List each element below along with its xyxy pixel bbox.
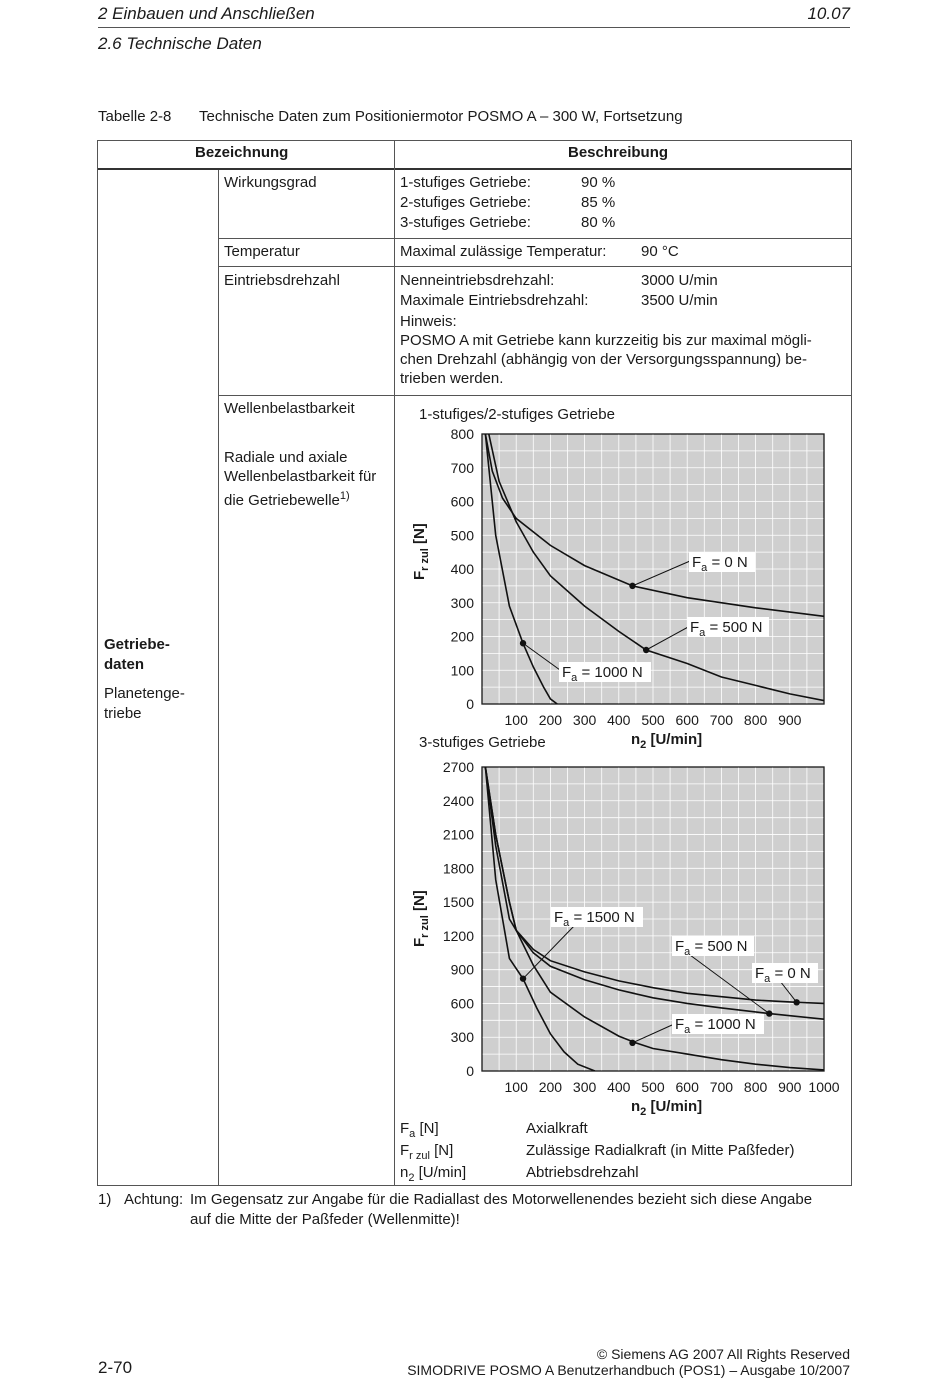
chart2-y-tick-label: 1200 — [442, 927, 474, 944]
chart2-x-tick-label: 800 — [743, 1079, 768, 1095]
eintrieb-note-title: Hinweis: — [400, 313, 457, 330]
chart1-x-tick-label: 800 — [743, 712, 768, 728]
row-label-wellenbelastbarkeit: Wellenbelastbarkeit — [224, 400, 355, 417]
table-caption-number: Tabelle 2-8 — [98, 108, 172, 125]
chart2-series-label: $F_a = 1500$ N — [554, 909, 635, 929]
welle-sub-text: die Getriebewelle — [224, 492, 340, 509]
column-divider — [394, 140, 395, 1186]
chart2-y-tick-label: 2100 — [442, 826, 474, 843]
group-title-line2: daten — [104, 656, 145, 673]
row-divider-1 — [218, 238, 852, 239]
table-header-rule — [97, 168, 852, 170]
group-divider — [218, 170, 219, 1186]
chart1-x-tick-label: 300 — [572, 712, 597, 728]
chart1-series-label: $F_a = 1000$ N — [562, 664, 643, 684]
chart2-svg — [400, 755, 850, 1117]
col-header-beschreibung: Beschreibung — [568, 144, 669, 161]
footnote-line1: Im Gegensatz zur Angabe für die Radiallast des Motorwellenendes bezieht sich diese Angabe — [190, 1191, 813, 1208]
chart2-y-tick-label: 0 — [466, 1063, 474, 1079]
chart1-x-axis-label: $n_2$ [U/min] — [631, 731, 703, 750]
chart1-data-point — [643, 647, 649, 653]
legend-fa-desc: Axialkraft — [526, 1120, 588, 1137]
chart2-y-tick-label: 900 — [450, 961, 474, 978]
table-left-border — [97, 140, 98, 1186]
wirkungsgrad-key-3: 3-stufiges Getriebe: — [400, 214, 531, 231]
chart2-x-tick-label: 400 — [607, 1079, 631, 1095]
legend-n2-desc: Abtriebsdrehzahl — [526, 1164, 639, 1181]
header-date: 10.07 — [807, 4, 850, 23]
chart2-y-tick-label: 2400 — [442, 792, 474, 809]
eintrieb-note-line1: POSMO A mit Getriebe kann kurzzeitig bis zur maximal mögli- — [400, 332, 812, 349]
chart2-x-axis-label: $n_2$ [U/min] — [631, 1098, 703, 1117]
legend-frzul-sub: r zul — [409, 1150, 430, 1162]
chart1-y-tick-label: 700 — [450, 459, 474, 476]
chart1-x-tick-label: 100 — [504, 712, 528, 728]
chapter-title: 2 Einbauen und Anschließen — [98, 4, 315, 23]
wirkungsgrad-key-2: 2-stufiges Getriebe: — [400, 194, 531, 211]
wirkungsgrad-key-1: 1-stufiges Getriebe: — [400, 174, 531, 191]
chart2-y-tick-label: 600 — [450, 995, 474, 1012]
chart2-x-tick-label: 600 — [675, 1079, 699, 1095]
chart2-series-label: $F_a = 500$ N — [675, 938, 748, 958]
header-rule — [98, 27, 850, 28]
chart1-y-tick-label: 500 — [450, 527, 474, 544]
chart1-data-point — [629, 583, 635, 589]
chart2-data-point — [520, 975, 526, 981]
page-number: 2-70 — [98, 1358, 133, 1377]
legend-n2-sub: 2 — [408, 1172, 415, 1184]
table-bottom-border — [97, 1185, 852, 1186]
chart2-y-tick-label: 1500 — [442, 894, 474, 911]
chart2-series-label: $F_a = 0$ N — [755, 965, 811, 985]
chart2-y-tick-label: 2700 — [442, 759, 474, 775]
chart1-svg — [400, 420, 840, 750]
eintrieb-value-2: 3500 U/min — [641, 292, 718, 309]
chart1-title: 1-stufiges/2-stufiges Getriebe — [419, 406, 615, 423]
chart1-x-tick-label: 500 — [641, 712, 665, 728]
chart2-series-label: $F_a = 1000$ N — [675, 1016, 756, 1036]
row-label-eintriebsdrehzahl: Eintriebsdrehzahl — [224, 272, 340, 289]
row-label-temperatur: Temperatur — [224, 243, 300, 260]
footer-copyright: © Siemens AG 2007 All Rights Reserved — [596, 1346, 850, 1362]
legend-frzul-unit: [N] — [429, 1142, 454, 1159]
chart1-y-tick-label: 300 — [450, 594, 474, 611]
chart1-y-axis-label: $F_{r zul}$ [N] — [411, 523, 431, 580]
chart1-y-tick-label: 100 — [450, 662, 474, 679]
chart1-x-tick-label: 700 — [709, 712, 734, 728]
welle-sub-line2: Wellenbelastbarkeit für — [224, 468, 377, 485]
wirkungsgrad-value-3: 80 % — [581, 214, 616, 231]
chart1-data-point — [520, 640, 526, 646]
chart1-x-tick-label: 600 — [675, 712, 699, 728]
chart2-x-tick-label: 700 — [709, 1079, 734, 1095]
welle-sub-line3 — [224, 486, 350, 511]
row-divider-2 — [218, 266, 852, 267]
legend-fa-unit: [N] — [415, 1120, 439, 1137]
wirkungsgrad-value-2: 85 % — [581, 194, 616, 211]
table-caption-text: Technische Daten zum Positioniermotor POSMO A – 300 W, Fortsetzung — [199, 108, 683, 125]
group-subtitle-line1: Planetenge- — [104, 685, 185, 702]
chart2-x-tick-label: 500 — [641, 1079, 665, 1095]
chart2-y-tick-label: 300 — [450, 1029, 474, 1046]
legend-n2 — [400, 1163, 466, 1188]
chart2-x-tick-label: 100 — [504, 1079, 528, 1095]
welle-sub-line1: Radiale und axiale — [224, 449, 348, 466]
footnote-line2: auf die Mitte der Paßfeder (Wellenmitte)! — [190, 1211, 460, 1228]
footnote-marker: 1) — [98, 1191, 112, 1208]
chart2-data-point — [793, 999, 799, 1005]
chart2-x-tick-label: 300 — [572, 1079, 597, 1095]
footnote-label: Achtung: — [124, 1191, 184, 1208]
chart2-y-axis-label: $F_{r zul}$ [N] — [411, 890, 431, 947]
group-title-line1: Getriebe- — [104, 636, 170, 653]
table-top-border — [97, 140, 852, 141]
eintrieb-note-line2: chen Drehzahl (abhängig von der Versorgungsspannung) be- — [400, 351, 807, 368]
chart1-y-tick-label: 800 — [450, 426, 474, 442]
row-label-wirkungsgrad: Wirkungsgrad — [224, 174, 317, 191]
group-subtitle-line2: triebe — [104, 705, 142, 722]
chart1-x-tick-label: 400 — [607, 712, 631, 728]
legend-fa-sym: F — [400, 1120, 410, 1137]
chart2-title: 3-stufiges Getriebe — [419, 734, 546, 751]
chart1-y-tick-label: 600 — [450, 493, 474, 510]
chart1-series-label: $F_a = 0$ N — [692, 554, 748, 574]
legend-fa-sub: a — [409, 1128, 416, 1140]
legend-n2-unit: [U/min] — [414, 1164, 467, 1181]
chart2-x-tick-label: 1000 — [808, 1079, 840, 1095]
temperatur-value: 90 °C — [641, 243, 679, 260]
chart1-x-tick-label: 200 — [538, 712, 563, 728]
welle-footnote-ref: 1) — [339, 490, 350, 502]
section-title: 2.6 Technische Daten — [98, 34, 262, 53]
chart2-data-point — [629, 1040, 635, 1046]
eintrieb-value-1: 3000 U/min — [641, 272, 718, 289]
wirkungsgrad-value-1: 90 % — [581, 174, 616, 191]
eintrieb-key-1: Nenneintriebsdrehzahl: — [400, 272, 555, 289]
row-divider-3 — [218, 395, 852, 396]
chart1-y-tick-label: 0 — [466, 696, 474, 712]
temperatur-key: Maximal zulässige Temperatur: — [400, 243, 607, 260]
legend-frzul-sym: F — [400, 1142, 410, 1159]
footer-manual: SIMODRIVE POSMO A Benutzerhandbuch (POS1) – Ausgabe 10/2007 — [407, 1362, 850, 1378]
chart2-data-point — [766, 1010, 772, 1016]
chart1-y-tick-label: 200 — [450, 628, 474, 645]
col-header-bezeichnung: Bezeichnung — [195, 144, 289, 161]
chart1-series-label: $F_a = 500$ N — [690, 619, 763, 639]
chart2-x-tick-label: 200 — [538, 1079, 563, 1095]
legend-n2-sym: n — [400, 1164, 409, 1181]
chart2-x-tick-label: 900 — [778, 1079, 802, 1095]
legend-frzul-desc: Zulässige Radialkraft (in Mitte Paßfeder) — [526, 1142, 795, 1159]
chart2-y-tick-label: 1800 — [442, 860, 474, 877]
eintrieb-note-line3: trieben werden. — [400, 370, 504, 387]
eintrieb-key-2: Maximale Eintriebsdrehzahl: — [400, 292, 589, 309]
table-right-border — [851, 140, 852, 1186]
chart1-y-tick-label: 400 — [450, 561, 474, 577]
chart1-x-tick-label: 900 — [778, 712, 802, 728]
